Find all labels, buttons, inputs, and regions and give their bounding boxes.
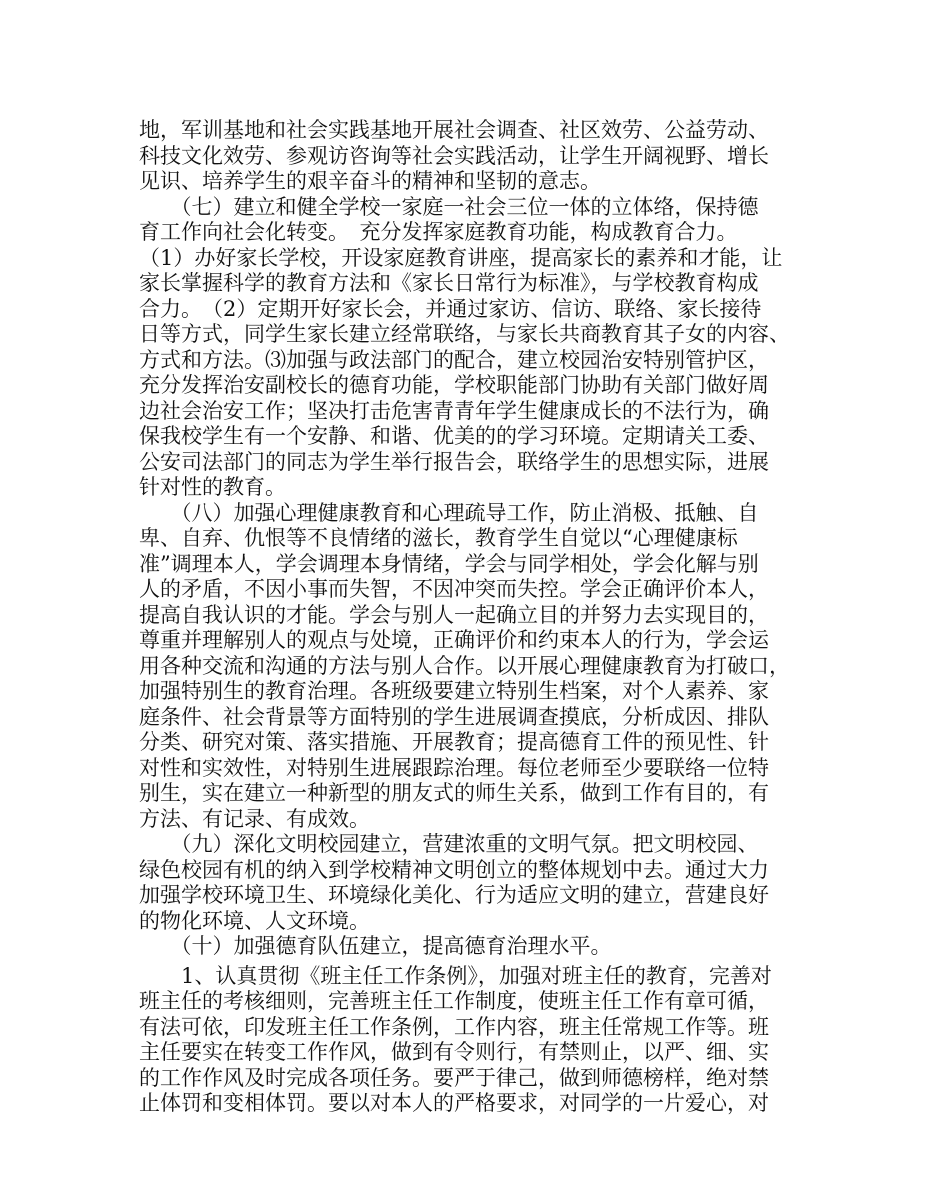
- text-line: 卑、自弃、仇恨等不良情绪的滋长，教育学生自觉以“心理健康标: [139, 526, 738, 550]
- text-line: 边社会治安工作；坚决打击危害青青年学生健康成长的不法行为，确: [139, 398, 769, 423]
- text-line: 有法可依，印发班主任工作条例，工作内容，班主任常规工作等。班: [139, 1014, 769, 1039]
- text-line: 的物化环境、人文环境。: [139, 908, 370, 933]
- text-line: 班主任的考核细则，完善班主任工作制度，使班主任工作有章可循，: [139, 989, 769, 1013]
- text-line: 公安司法部门的同志为学生举行报告会，联络学生的思想实际，进展: [139, 449, 769, 474]
- text-line: 家长掌握科学的教育方法和《家长日常行为标准》，与学校教育构成: [139, 271, 759, 295]
- text-line: 加强特别生的教育治理。各班级要建立特别生档案，对个人素养、家: [139, 679, 769, 703]
- text-line: 对性和实效性，对特别生进展跟踪治理。每位老师至少要联络一位特: [139, 755, 769, 780]
- text-line: （八）加强心理健康教育和心理疏导工作，防止消极、抵触、自: [139, 500, 759, 525]
- text-line: 主任要实在转变工作作风，做到有令则行，有禁则止，以严、细、实: [139, 1040, 769, 1064]
- text-line: 尊重并理解别人的观点与处境，正确评价和约束本人的行为，学会运: [139, 628, 769, 652]
- text-line: （十）加强德育队伍建立，提高德育治理水平。: [139, 934, 612, 958]
- text-line: 加强学校环境卫生、环境绿化美化、行为适应文明的建立，营建良好: [139, 883, 769, 907]
- text-line: 止体罚和变相体罚。要以对本人的严格要求，对同学的一片爱心，对: [139, 1091, 769, 1115]
- text-line: 分类、研究对策、落实措施、开展教育；提高德育工件的预见性、针: [139, 730, 769, 754]
- text-line: 用各种交流和沟通的方法与别人合作。以开展心理健康教育为打破口，: [139, 653, 790, 678]
- text-line: 方式和方法。⑶加强与政法部门的配合，建立校园治安特别管护区，: [139, 347, 769, 372]
- text-line: 见识、培养学生的艰辛奋斗的精神和坚韧的意志。: [139, 169, 601, 193]
- text-line: （七）建立和健全学校一家庭一社会三位一体的立体络，保持德: [139, 194, 759, 219]
- text-line: 绿色校园有机的纳入到学校精神文明创立的整体规划中去。通过大力: [139, 857, 769, 882]
- text-line: 方法、有记录、有成效。: [139, 806, 370, 831]
- text-line: 针对性的教育。: [139, 475, 286, 499]
- text-line: 育工作向社会化转变。 充分发挥家庭教育功能，构成教育合力。: [139, 220, 738, 244]
- text-line: 科技文化效劳、参观访咨询等社会实践活动，让学生开阔视野、增长: [139, 143, 769, 168]
- text-line: 别生，实在建立一种新型的朋友式的师生关系，做到工作有目的，有: [139, 781, 769, 805]
- text-line: 合力。 （2）定期开好家长会，并通过家访、信访、联络、家长接待: [139, 296, 762, 321]
- text-line: 保我校学生有一个安静、和谐、优美的的学习环境。定期请关工委、: [139, 424, 769, 448]
- text-line: 日等方式，同学生家长建立经常联络，与家长共商教育其子女的内容、: [139, 322, 790, 346]
- text-line: 庭条件、社会背景等方面特别的学生进展调查摸底，分析成因、排队: [139, 704, 769, 729]
- text-line: 地，军训基地和社会实践基地开展社会调查、社区效劳、公益劳动、: [139, 118, 769, 142]
- text-line: 充分发挥治安副校长的德育功能，学校职能部门协助有关部门做好周: [139, 373, 769, 397]
- text-line: 人的矛盾，不因小事而失智，不因冲突而失控。学会正确评价本人，: [139, 577, 769, 601]
- body-text: [139, 118, 821, 1117]
- text-line: 准”调理本人，学会调理本身情绪，学会与同学相处，学会化解与别: [139, 551, 759, 576]
- text-line: （1）办好家长学校，开设家庭教育讲座，提高家长的素养和才能，让: [139, 245, 783, 270]
- text-line: 1、认真贯彻《班主任工作条例》，加强对班主任的教育，完善对: [139, 963, 772, 988]
- text-line: 的工作作风及时完成各项任务。要严于律己，做到师德榜样，绝对禁: [139, 1065, 769, 1090]
- text-line: 提高自我认识的才能。学会与别人一起确立目的并努力去实现目的，: [139, 602, 769, 627]
- text-line: （九）深化文明校园建立，营建浓重的文明气氛。把文明校园、: [139, 832, 759, 856]
